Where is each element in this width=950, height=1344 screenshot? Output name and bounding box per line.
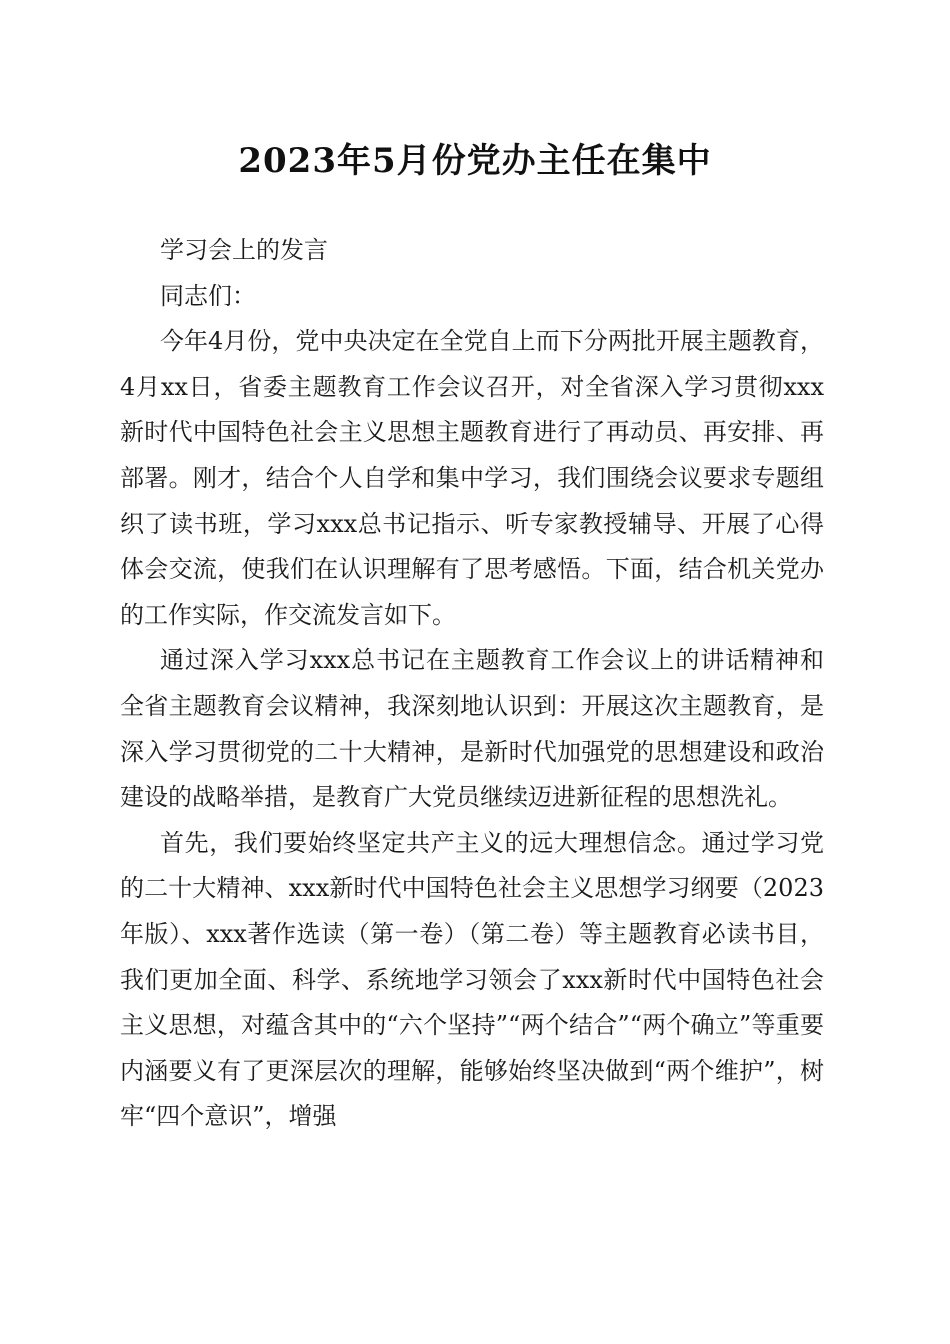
paragraph-first-point: 首先，我们要始终坚定共产主义的远大理想信念。通过学习党的二十大精神、xxx新时代中国特色社会主义思想学习纲要（2023年版）、xxx著作选读（第一卷）（第二卷）等主题教育必读书目，我们更加全面、科学、系统地学习领会了xxx新时代中国特色社会主义思想，对蕴含其中的“六个坚持”“两个结合”“两个确立”等重要内涵要义有了更深层次的理解，能够始终坚决做到“两个维护”，树牢“四个意识”，增强: [120, 828, 824, 1131]
document-title: 2023年5月份党办主任在集中: [238, 141, 712, 181]
paragraph-salutation: 同志们：: [160, 281, 256, 310]
paragraph-understanding: 通过深入学习xxx总书记在主题教育工作会议上的讲话精神和全省主题教育会议精神，我深刻地认识到：开展这次主题教育，是深入学习贯彻党的二十大精神，是新时代加强党的思想建设和政治建设的战略举措，是教育广大党员继续迈进新征程的思想洗礼。: [120, 646, 824, 812]
paragraph-subtitle-continuation: 学习会上的发言: [160, 236, 328, 264]
document-body: [120, 228, 824, 1140]
paragraph-intro: 今年4月份，党中央决定在全党自上而下分两批开展主题教育，4月xx日，省委主题教育工作会议召开，对全省深入学习贯彻xxx新时代中国特色社会主义思想主题教育进行了再动员、再安排、再部署。刚才，结合个人自学和集中学习，我们围绕会议要求专题组织了读书班，学习xxx总书记指示、听专家教授辅导、开展了心得体会交流，使我们在认识理解有了思考感悟。下面，结合机关党办的工作实际，作交流发言如下。: [120, 327, 824, 629]
